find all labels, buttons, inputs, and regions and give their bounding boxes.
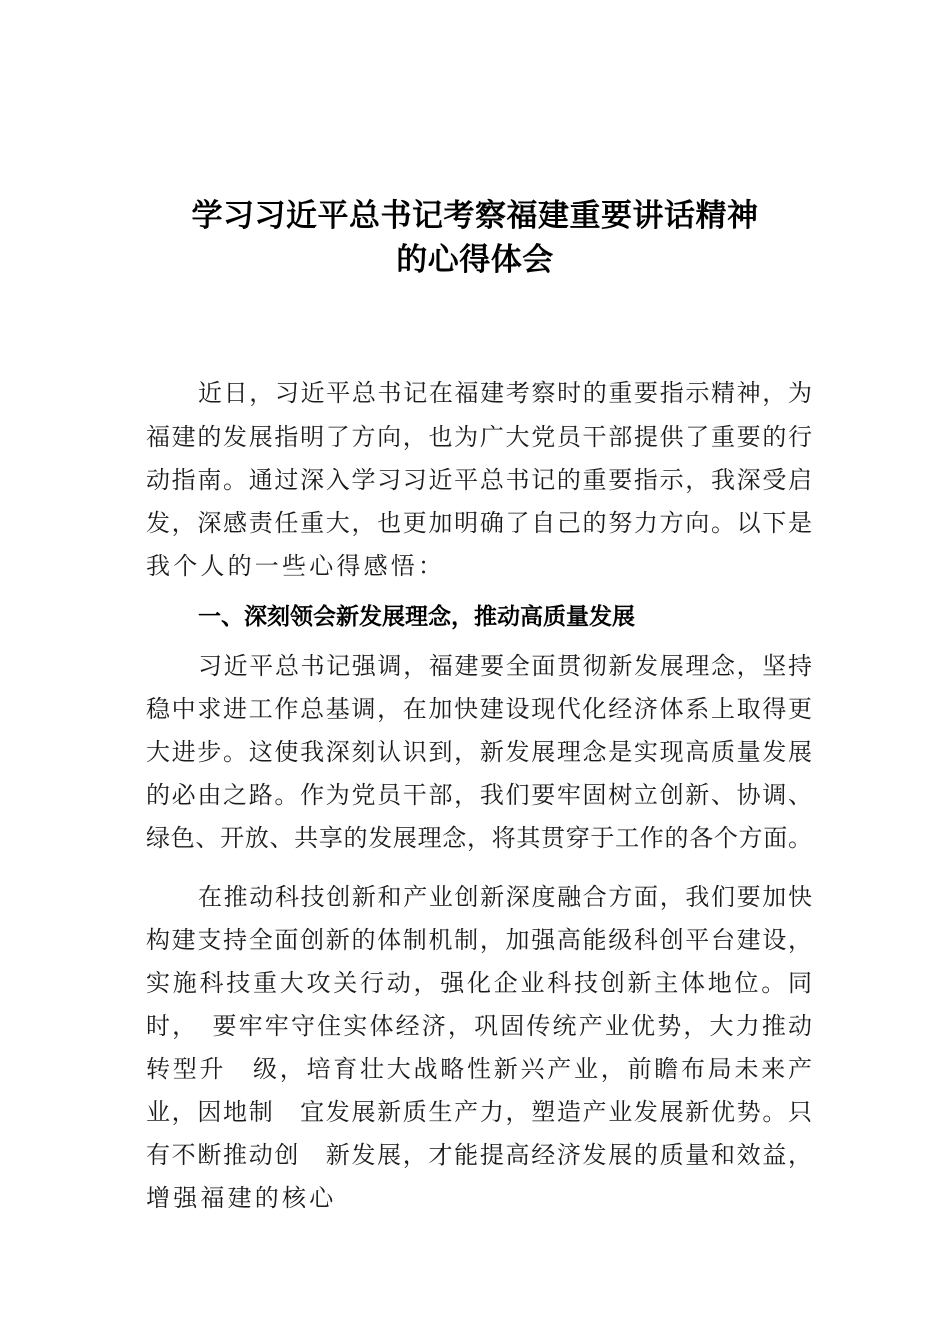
section-para1-line-5: 绿色、开放、共享的发展理念，将其贯穿于工作的各个方面。 xyxy=(146,824,813,852)
intro-line-4: 发，深感责任重大，也更加明确了自己的努力方向。以下是 xyxy=(146,509,814,537)
section-para2-line-3: 实施科技重大攻关行动，强化企业科技创新主体地位。同 xyxy=(146,969,815,997)
section-heading: 一、深刻领会新发展理念，推动高质量发展 xyxy=(198,604,635,630)
intro-line-1: 近日，习近平总书记在福建考察时的重要指示精神，为 xyxy=(198,379,814,407)
section-para1-line-2: 稳中求进工作总基调，在加快建设现代化经济体系上取得更 xyxy=(146,695,814,723)
section-para2-line-6: 业，因地制 宜发展新质生产力，塑造产业发展新优势。只 xyxy=(146,1098,814,1126)
intro-line-2: 福建的发展指明了方向，也为广大党员干部提供了重要的行 xyxy=(146,423,814,451)
section-para1-line-4: 的必由之路。作为党员干部，我们要牢固树立创新、协调、 xyxy=(146,781,814,809)
intro-line-5: 我个人的一些心得感悟： xyxy=(146,552,446,580)
section-para2-line-5: 转型升 级，培育壮大战略性新兴产业，前瞻布局未来产 xyxy=(146,1055,815,1083)
section-para2-line-1: 在推动科技创新和产业创新深度融合方面，我们要加快 xyxy=(198,883,814,911)
intro-line-3: 动指南。通过深入学习习近平总书记的重要指示，我深受启 xyxy=(146,466,814,494)
section-para1-line-3: 大进步。这使我深刻认识到，新发展理念是实现高质量发展 xyxy=(146,738,814,766)
section-para2-line-4: 时， 要牢牢守住实体经济，巩固传统产业优势，大力推动 xyxy=(146,1012,815,1040)
document-title-line-1: 学习习近平总书记考察福建重要讲话精神 xyxy=(191,198,759,234)
section-para2-line-2: 构建支持全面创新的体制机制，加强高能级科创平台建设， xyxy=(146,926,814,954)
document-title-line-2: 的心得体会 xyxy=(396,242,554,278)
section-para1-line-1: 习近平总书记强调，福建要全面贯彻新发展理念，坚持 xyxy=(198,652,814,680)
section-para2-line-8: 增强福建的核心 xyxy=(146,1184,337,1212)
section-para2-line-7: 有不断推动创 新发展，才能提高经济发展的质量和效益， xyxy=(146,1141,814,1169)
